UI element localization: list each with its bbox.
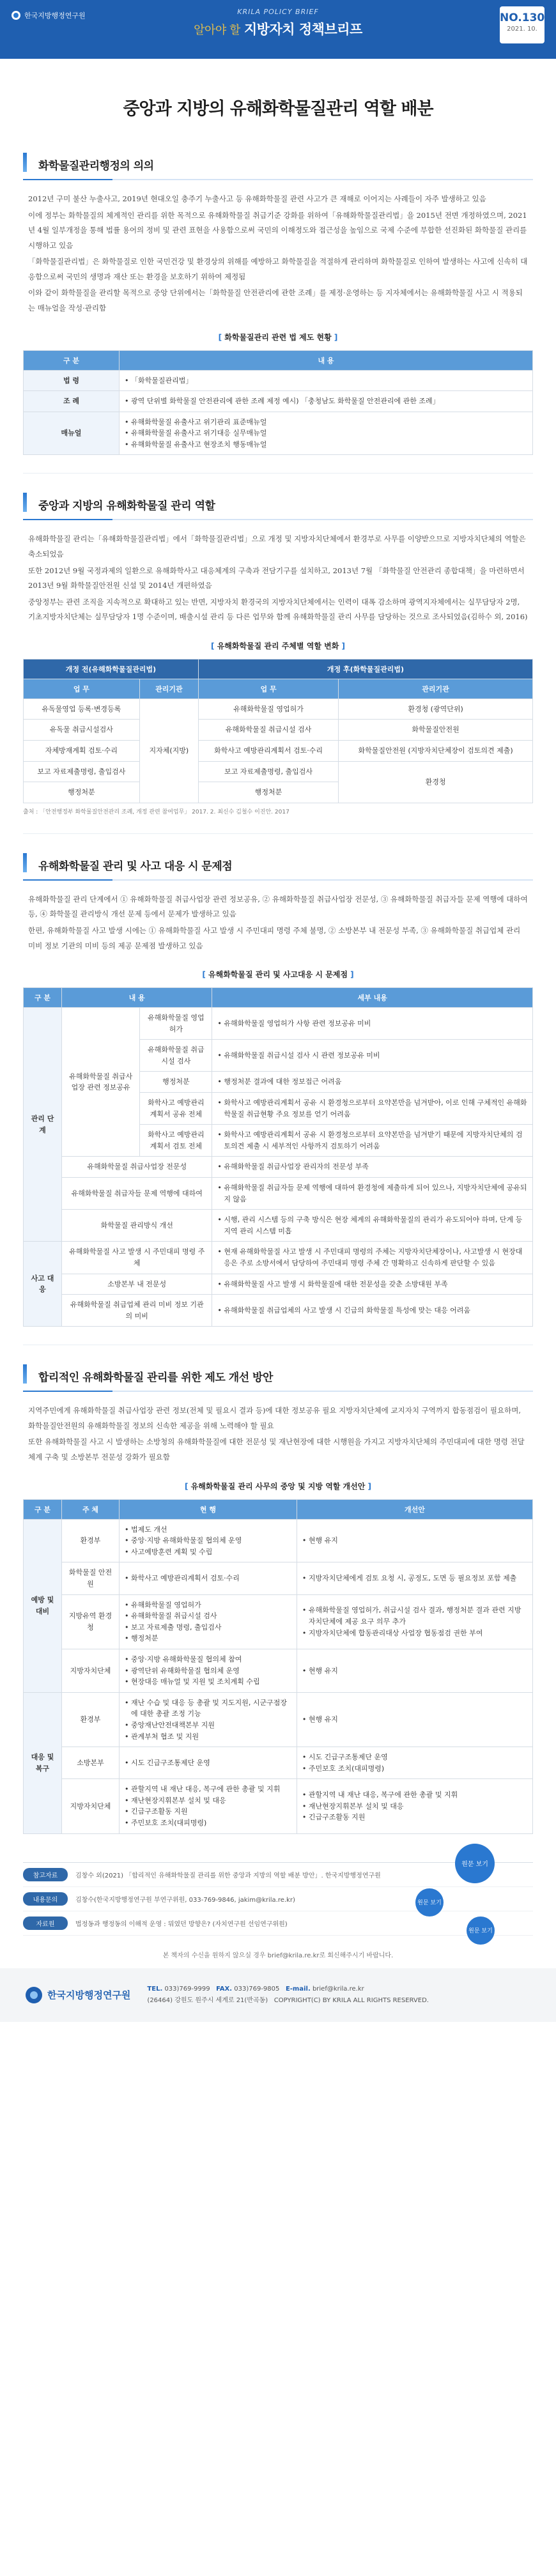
info-value: 법정동과 행정동의 이해적 운영 : 뭐였던 방향은? (자치연구원 선임연구위원) <box>75 1920 288 1928</box>
table-cell: 유독물영업 등록·변경등록 <box>24 698 140 720</box>
table-header-cell: 개선안 <box>297 1499 532 1519</box>
paragraph: 2012년 구미 불산 누출사고, 2019년 현대오일 충주기 누출사고 등 유해화학물질 관련 사고가 큰 재해로 이어지는 사례들이 자주 발생하고 있음 <box>28 194 486 203</box>
list-item: • 관할지역 내 재난 대응, 복구에 관한 총괄 및 지휘 <box>125 1784 291 1795</box>
section-1-title: 화학물질관리행정의 의의 <box>38 160 154 173</box>
list-item: • 중앙재난안전대책본부 지원 <box>125 1720 291 1731</box>
table-1 <box>23 350 533 456</box>
list-item: • 행정처분 결과에 대한 정보접근 어려움 <box>217 1076 527 1088</box>
section-4 <box>23 1363 533 1833</box>
table-cell <box>297 1747 532 1779</box>
table-cell: 화학물질 관리방식 개선 <box>62 1210 212 1242</box>
paragraph: 한편, 유해화학물질 사고 발생 시에는 ① 유해화학물질 사고 발생 시 주민대피 명령 주체 불명, ② 소방본부 내 전문성 부족, ③ 유해화학물질 취급업체 관리 미비 정보 기관의 미비 등의 제공 문제점 발생하고 있음 <box>28 925 521 950</box>
list-item: • 광역 단위별 화학물질 안전관리에 관한 조례 제정 예시) 「충청남도 화학물질 안전관리에 관한 조례」 <box>125 396 527 407</box>
table-cell: 지방유역 환경청 <box>62 1594 120 1649</box>
table-header-cell: 업 무 <box>199 679 339 698</box>
org-name: 한국지방행정연구원 <box>24 12 86 20</box>
table-cell: 행정처분 <box>24 782 140 803</box>
info-value: 김창수 외(2021) 「합리적인 유해화학물질 관리를 위한 중앙과 지방의 역할 배분 방안」. 한국지방행정연구원 <box>75 1872 381 1879</box>
table-cell <box>212 1072 533 1093</box>
table-cell <box>212 1093 533 1125</box>
table-header-cell: 현 행 <box>120 1499 297 1519</box>
list-item: • 사고예방훈련 계획 및 수립 <box>125 1546 291 1558</box>
table-row <box>24 1747 533 1779</box>
brief-series-title <box>0 19 556 38</box>
tel-label: TEL. <box>147 1985 163 1993</box>
list-item: • 재난현장지휘본부 설치 및 대응 <box>302 1801 527 1812</box>
table-cell <box>212 1210 533 1242</box>
footer-address-line <box>147 1995 429 2007</box>
list-item: • 현행 유지 <box>302 1714 527 1725</box>
section-bar-icon <box>23 153 27 172</box>
footer-address: (26464) 강원도 원주시 세계로 21(반곡동) <box>147 1996 268 2004</box>
list-item: • 유해화학물질 유출사고 위기관리 표준매뉴얼 <box>125 417 527 428</box>
table-source: 출처 : 「안전행정부 화학물질안전관리 조례, 개정 관련 참여업무」 2017. 2. 최신수 김철수 이진안. 2017 <box>23 808 290 815</box>
section-2-header <box>23 491 533 518</box>
table-cell: 화학사고 예방관리 계획서 공유 전체 <box>140 1093 212 1125</box>
table-cell-label: 매뉴얼 <box>24 412 120 455</box>
divider <box>23 833 533 834</box>
table-cell <box>212 1157 533 1178</box>
table-cell <box>212 1040 533 1072</box>
table-header-cell: 세부 내용 <box>212 988 533 1008</box>
table-cell: 화학사고 예방관리 계획서 검토 전체 <box>140 1125 212 1157</box>
list-item: • 시도 긴급구조통제단 운영 <box>125 1757 291 1769</box>
list-item: • 유해화학물질 사고 발생 시 화학물질에 대한 전문성을 갖춘 소방대원 부족 <box>217 1279 527 1290</box>
table-cell: 보고 자료제출명령, 출입검사 <box>24 761 140 782</box>
paragraph: 유해화학물질 관리 단계에서 ① 유해화학물질 취급사업장 관련 정보공유, ② 유해화학물질 취급사업장 전문성, ③ 유해화학물질 취급자들 문제 역행에 대하여 등, ④ 화학물질 관리방식 개선 문제 등에서 문제가 발생하고 있음 <box>28 894 528 919</box>
table-cell <box>297 1562 532 1594</box>
list-item: • 유해화학물질 취급시설 검사 시 관련 정보공유 미비 <box>217 1050 527 1061</box>
list-item: • 보고 자료제출 명령, 출입검사 <box>125 1622 291 1633</box>
footer-brand-name: 한국지방행정연구원 <box>47 1989 131 2001</box>
table-cell <box>120 412 533 455</box>
paragraph: 이와 같이 화학물질을 관리할 목적으로 중앙 단위에서는「화학물질 안전관리에 관한 조례」를 제정·운영하는 등 지자체에서는 유해화학물질 사고 시 적용되는 매뉴얼을 작성·관리함 <box>28 288 523 312</box>
table-row <box>24 1562 533 1594</box>
info-key: 참고자료 <box>23 1868 68 1881</box>
table-row <box>24 1779 533 1833</box>
email-label: E-mail. <box>285 1985 311 1993</box>
table-cell: 지방자치단체 <box>62 1649 120 1692</box>
section-bar-icon <box>23 1364 27 1384</box>
footer-brand[interactable] <box>26 1987 130 2003</box>
paragraph: 중앙정부는 관련 조직을 지속적으로 확대하고 있는 반면, 지방자치 환경국의 지방자치단체에서는 인력이 대폭 감소하며 광역지자체에서는 실무담당자 2명, 기초지방자치단체는 실무담당자 1명 수준이며, 배출시설 관리 등 다른 업무와 함께 유해화학물질 관리 사무를 담당하는 것으로 조사되었음(김하수 외, 2016) <box>28 597 528 622</box>
table-1-caption: [ 화학물질관리 관련 법 제도 현황 ] <box>23 332 533 343</box>
table-header-cell: 구 분 <box>24 988 62 1008</box>
table-cell: 유해화학물질 취급업체 관리 미비 정보 기관의 미비 <box>62 1295 212 1327</box>
section-underline <box>23 1391 533 1392</box>
section-underline <box>23 519 533 520</box>
section-1 <box>23 151 533 455</box>
brief-series-en: KRILA POLICY BRIEF <box>237 8 319 16</box>
list-item: • 화학사고 예방관리계획서 공유 시 환경청으로부터 요약본만을 넘겨받기 때문에 지방자치단체의 검토의견 제출 시 세부적인 사항까지 검토하기 어려움 <box>217 1129 527 1152</box>
list-item: • 지방자치단체에게 검토 요청 시, 공정도, 도면 등 필요정보 포함 제출 <box>302 1573 527 1584</box>
table-header-cell: 내 용 <box>62 988 212 1008</box>
table-cell: 화학물질안전원 <box>339 720 533 741</box>
paragraph: 또한 유해화학물질 사고 시 발생하는 소방청의 유해화학물질에 대한 전문성 및 재난현장에 대한 시행원을 가지고 지방자치단체의 주민대피에 대한 명령 전달 체계 구축 및 소방본부 전문성 강화가 필요함 <box>28 1437 525 1462</box>
table-row <box>24 761 533 782</box>
table-header-row <box>24 350 533 370</box>
table-cell: 유독물 취급시설검사 <box>24 720 140 741</box>
table-cell: 화학사고 예방관리계획서 검토·수리 <box>199 741 339 762</box>
list-item: • 유해화학물질 취급업체의 사고 발생 시 긴급의 화학물질 특성에 맞는 대응 어려움 <box>217 1305 527 1316</box>
table-3 <box>23 987 533 1327</box>
info-value[interactable]: 김창수(한국지방행정연구원 부연구위원, 033-769-9846, jakim@krila.re.kr) <box>75 1896 295 1904</box>
paragraph: 지역주민에게 유해화학물질 취급사업장 관련 정보(전체 및 필요시 결과 등)에 대한 정보공유 필요 지방자치단체에 교지자치 구역까지 합동점검이 필요하며, 화학물질안전원의 유해화학물질 정보의 신속한 제공을 위해 노력해야 할 필요 <box>28 1406 521 1430</box>
section-4-body <box>23 1403 533 1465</box>
info-box <box>23 1862 533 1936</box>
table-cell <box>120 1594 297 1649</box>
table-header-row <box>24 679 533 698</box>
list-item: • 현재 유해화학물질 사고 발생 시 주민대피 명령의 주체는 지방자치단체장이나, 사고발생 시 현장대응은 주로 소방서에서 담당하여 주민대피 명령 주체 간 명확하고 신속하게 판단할 수 있음 <box>217 1246 527 1269</box>
fax-value: 033)769-9805 <box>234 1985 280 1993</box>
table-group-label: 사고 대응 <box>24 1242 62 1327</box>
section-bar-icon <box>23 493 27 512</box>
view-original-button[interactable]: 원문 보기 <box>455 1844 495 1883</box>
section-4-header <box>23 1363 533 1389</box>
org-logo-icon <box>26 1987 42 2003</box>
table-header-cell: 업 무 <box>24 679 140 698</box>
table-cell: 유해화학물질 영업허가 <box>199 698 339 720</box>
table-header-row <box>24 988 533 1008</box>
section-3-title: 유해화학물질 관리 및 사고 대응 시 문제점 <box>38 860 233 873</box>
section-2-body <box>23 532 533 624</box>
table-cell: 유해화학물질 취급사업장 관련 정보공유 <box>62 1008 140 1157</box>
table-cell <box>120 1649 297 1692</box>
paragraph: 이에 정부는 화학물질의 체계적인 관리를 위한 목적으로 유해화학물질 취급기준 강화를 위하여「유해화학물질관리법」을 2015년 전면 개정하였으며, 2021년 4월 일부개정을 통해 법률 용어의 정비 및 관련 표현을 사용함으로써 국민의 이해정도와 접근성을 높임으로 국제 수준에 부합한 선진화된 화학물질 관리를 시행하고 있음 <box>28 210 527 250</box>
table-row <box>24 1210 533 1242</box>
table-cell <box>120 1747 297 1779</box>
table-group-row <box>24 659 533 679</box>
table-cell: 환경청 (광역단위) <box>339 698 533 720</box>
issue-badge <box>500 6 544 43</box>
list-item: • 관할지역 내 재난 대응, 복구에 관한 총괄 및 지휘 <box>302 1789 527 1801</box>
list-item: • 유해화학물질 취급자들 문제 역행에 대하여 환경청에 제출하게 되어 있으나, 지방자치단체에 공유되지 않음 <box>217 1182 527 1205</box>
table-row <box>24 1519 533 1562</box>
list-item: • 재난현장지휘본부 설치 및 대응 <box>125 1795 291 1807</box>
table-row <box>24 720 533 741</box>
info-key: 자료원 <box>23 1917 68 1930</box>
table-cell: 환경청 <box>339 761 533 803</box>
table-row <box>24 1242 533 1274</box>
table-cell: 환경부 <box>62 1519 120 1562</box>
section-2-title: 중앙과 지방의 유해화학물질 관리 역할 <box>38 500 215 513</box>
table-2 <box>23 659 533 803</box>
table-cell: 유해화학물질 사고 발생 시 주민대피 명령 주체 <box>62 1242 212 1274</box>
table-group-after: 개정 후(화학물질관리법) <box>199 659 533 679</box>
table-cell <box>212 1242 533 1274</box>
table-cell: 유해화학물질 취급사업장 전문성 <box>62 1157 212 1178</box>
table-row <box>24 1295 533 1327</box>
table-cell <box>120 1779 297 1833</box>
list-item: • 유해화학물질 영업허가, 취급시설 검사 결과, 행정처분 결과 관련 지방자치단체에 제공 요구 의무 추가 <box>302 1605 527 1627</box>
table-cell: 행정처분 <box>140 1072 212 1093</box>
divider <box>23 473 533 474</box>
table-row <box>24 370 533 391</box>
list-item: • 화학사고 예방관리계획서 공유 시 환경청으로부터 요약본만을 넘겨받아, 이로 인해 구체적인 유해화학물질 취급현황 주요 정보를 얻기 어려움 <box>217 1097 527 1120</box>
info-row-contact <box>23 1887 533 1911</box>
table-cell: 보고 자료제출명령, 출입검사 <box>199 761 339 782</box>
list-item: • 긴급구조활동 지원 <box>125 1806 291 1817</box>
table-cell: 자체방재계획 검토·수리 <box>24 741 140 762</box>
table-row <box>24 1178 533 1210</box>
section-underline <box>23 879 533 881</box>
table-cell <box>297 1692 532 1747</box>
table-group-label: 대응 및 복구 <box>24 1692 62 1833</box>
table-cell: 유해화학물질 취급자들 문제 역행에 대하여 <box>62 1178 212 1210</box>
table-cell <box>297 1519 532 1562</box>
email-link[interactable]: brief@krila.re.kr <box>312 1985 364 1993</box>
table-3-caption: [ 유해화학물질 관리 및 사고대응 시 문제점 ] <box>23 969 533 980</box>
list-item: • 유해화학물질 취급사업장 관리자의 전문성 부족 <box>217 1161 527 1173</box>
section-4-title: 합리적인 유해화학물질 관리를 위한 제도 개선 방안 <box>38 1371 273 1385</box>
table-row <box>24 741 533 762</box>
list-item: • 현행 유지 <box>302 1535 527 1546</box>
table-row <box>24 1594 533 1649</box>
list-item: • 유해화학물질 영업허가 사항 관련 정보공유 미비 <box>217 1018 527 1030</box>
table-4 <box>23 1499 533 1834</box>
table-header-cell: 구 분 <box>24 1499 62 1519</box>
list-item: • 중앙·지방 유해화학물질 협의체 운영 <box>125 1535 291 1546</box>
list-item: • 유해화학물질 취급시설 검사 <box>125 1610 291 1622</box>
table-cell <box>212 1274 533 1295</box>
footer-contacts <box>147 1984 429 2007</box>
list-item: • 재난 수습 및 대응 등 총괄 및 지도지원, 시군구점장에 대한 총괄 조정 기능 <box>125 1697 291 1720</box>
table-cell <box>212 1125 533 1157</box>
table-cell: 소방본부 내 전문성 <box>62 1274 212 1295</box>
tel-value: 033)769-9999 <box>164 1985 210 1993</box>
table-cell <box>120 1562 297 1594</box>
info-row-next <box>23 1911 533 1936</box>
table-group-label: 예방 및 대비 <box>24 1519 62 1692</box>
table-row <box>24 1692 533 1747</box>
list-item: • 주민보호 조치(대피명령) <box>125 1817 291 1829</box>
table-cell-label: 조 례 <box>24 391 120 412</box>
table-cell: 행정처분 <box>199 782 339 803</box>
section-3-header <box>23 852 533 878</box>
footer <box>0 1968 556 2022</box>
list-item: • 긴급구조활동 지원 <box>302 1812 527 1823</box>
table-row <box>24 698 533 720</box>
table-row <box>24 412 533 455</box>
fax-label: FAX. <box>216 1985 233 1993</box>
table-cell: 지자체(지방) <box>139 698 198 803</box>
table-row <box>24 1274 533 1295</box>
table-group-label: 관리 단계 <box>24 1008 62 1242</box>
unsubscribe-notice: 본 책자의 수신을 원하지 않으실 경우 brief@krila.re.kr로 회신해주시기 바랍니다. <box>162 1952 394 1959</box>
list-item: • 광역단위 유해화학물질 협의체 운영 <box>125 1665 291 1677</box>
view-original-button[interactable]: 원문 보기 <box>467 1917 495 1945</box>
table-cell-label: 법 령 <box>24 370 120 391</box>
table-header-row <box>24 1499 533 1519</box>
issue-date: 2021. 10. <box>507 26 537 33</box>
list-item: • 주민보호 조치(대피명령) <box>302 1763 527 1775</box>
paragraph: 유해화학물질 관리는「유해화학물질관리법」에서「화학물질관리법」으로 개정 및 지방자치단체에서 환경부로 사무를 이양받으므로 지방자치단체의 역할은 축소되었음 <box>28 534 526 559</box>
table-row <box>24 1157 533 1178</box>
list-item: • 지방자치단체에 합동관리대상 사업장 협동점검 권한 부여 <box>302 1628 527 1639</box>
table-cell: 환경부 <box>62 1692 120 1747</box>
table-4-caption: [ 유해화학물질 관리 사무의 중앙 및 지방 역할 개선안 ] <box>23 1481 533 1492</box>
table-header-cell: 관리기관 <box>339 679 533 698</box>
table-cell <box>297 1779 532 1833</box>
table-header-cell: 주 체 <box>62 1499 120 1519</box>
list-item: • 유해화학물질 유출사고 위기대응 실무매뉴얼 <box>125 428 527 439</box>
table-cell: 유해화학물질 취급시설 검사 <box>140 1040 212 1072</box>
table-cell <box>120 1519 297 1562</box>
table-cell <box>120 370 533 391</box>
list-item: • 법제도 개선 <box>125 1524 291 1536</box>
info-key: 내용문의 <box>23 1892 68 1906</box>
paragraph: 「화학물질관리법」은 화학물질로 인한 국민건강 및 환경상의 위해를 예방하고 화학물질을 적절하게 관리하며 화학물질로 인하여 발생하는 사고에 신속히 대응함으로써 국민의 생명과 재산 또는 환경을 보호하기 위하여 제정됨 <box>28 257 528 281</box>
section-3 <box>23 852 533 1327</box>
issue-number: NO.130 <box>500 12 545 24</box>
brief-series-pre: 알아야 할 <box>194 24 240 37</box>
section-bar-icon <box>23 853 27 872</box>
section-underline <box>23 179 533 180</box>
page-title: 중앙과 지방의 유해화학물질관리 역할 배분 <box>123 99 433 119</box>
list-item: • 「화학물질관리법」 <box>125 375 527 387</box>
table-cell <box>212 1295 533 1327</box>
list-item: • 관계부처 협조 및 지원 <box>125 1731 291 1743</box>
table-cell <box>212 1178 533 1210</box>
table-row <box>24 1008 533 1040</box>
section-3-body <box>23 892 533 953</box>
table-header-cell: 관리기관 <box>139 679 198 698</box>
table-2-caption: [ 유해화학물질 관리 주체별 역할 변화 ] <box>23 640 533 651</box>
table-header-cell: 내 용 <box>120 350 533 370</box>
table-cell: 유해화학물질 취급시설 검사 <box>199 720 339 741</box>
table-row <box>24 1649 533 1692</box>
list-item: • 중앙·지방 유해화학물질 협의체 참여 <box>125 1654 291 1665</box>
footer-contact-line <box>147 1984 429 1995</box>
table-cell <box>120 1692 297 1747</box>
table-group-before: 개정 전(유해화학물질관리법) <box>24 659 199 679</box>
list-item: • 화학사고 예방관리계획서 검토·수리 <box>125 1573 291 1584</box>
table-cell: 지방자치단체 <box>62 1779 120 1833</box>
table-cell: 유해화학물질 영업허가 <box>140 1008 212 1040</box>
list-item: • 시행, 관리 시스템 등의 구축 방식은 현장 체계의 유해화학물질의 관리가 유도되어야 하며, 단계 등 지역 관리 시스템 미흡 <box>217 1214 527 1237</box>
section-1-header <box>23 151 533 178</box>
list-item: • 유해화학물질 영업허가 <box>125 1600 291 1611</box>
table-cell <box>120 391 533 412</box>
table-header-cell: 구 분 <box>24 350 120 370</box>
footer-copyright: COPYRIGHT(C) BY KRILA ALL RIGHTS RESERVED. <box>274 1996 429 2004</box>
table-cell: 화학물질안전원 (지방자치단체장이 검토의견 제출) <box>339 741 533 762</box>
list-item: • 시도 긴급구조통제단 운영 <box>302 1752 527 1763</box>
list-item: • 현행 유지 <box>302 1665 527 1677</box>
view-original-button[interactable]: 원문 보기 <box>415 1888 444 1917</box>
section-2 <box>23 491 533 815</box>
table-row <box>24 391 533 412</box>
table-cell: 화학물질 안전원 <box>62 1562 120 1594</box>
list-item: • 유해화학물질 유출사고 현장조치 행동매뉴얼 <box>125 439 527 451</box>
list-item: • 행정처분 <box>125 1633 291 1644</box>
list-item: • 현장대응 매뉴얼 및 지원 및 조치계획 수립 <box>125 1676 291 1688</box>
table-cell <box>297 1649 532 1692</box>
table-cell <box>212 1008 533 1040</box>
brief-series-name: 지방자치 정책브리프 <box>243 22 362 37</box>
section-1-body <box>23 192 533 316</box>
table-cell: 소방본부 <box>62 1747 120 1779</box>
header-banner <box>0 0 556 59</box>
paragraph: 또한 2012년 9월 국정과제의 일환으로 유해화학사고 대응체계의 구축과 전담기구를 설치하고, 2013년 7월 「화학물질 안전관리 종합대책」을 마련하면서 2013년 9월 화학물질안전원 신설 및 2014년 개편하였음 <box>28 566 525 590</box>
table-cell <box>297 1594 532 1649</box>
